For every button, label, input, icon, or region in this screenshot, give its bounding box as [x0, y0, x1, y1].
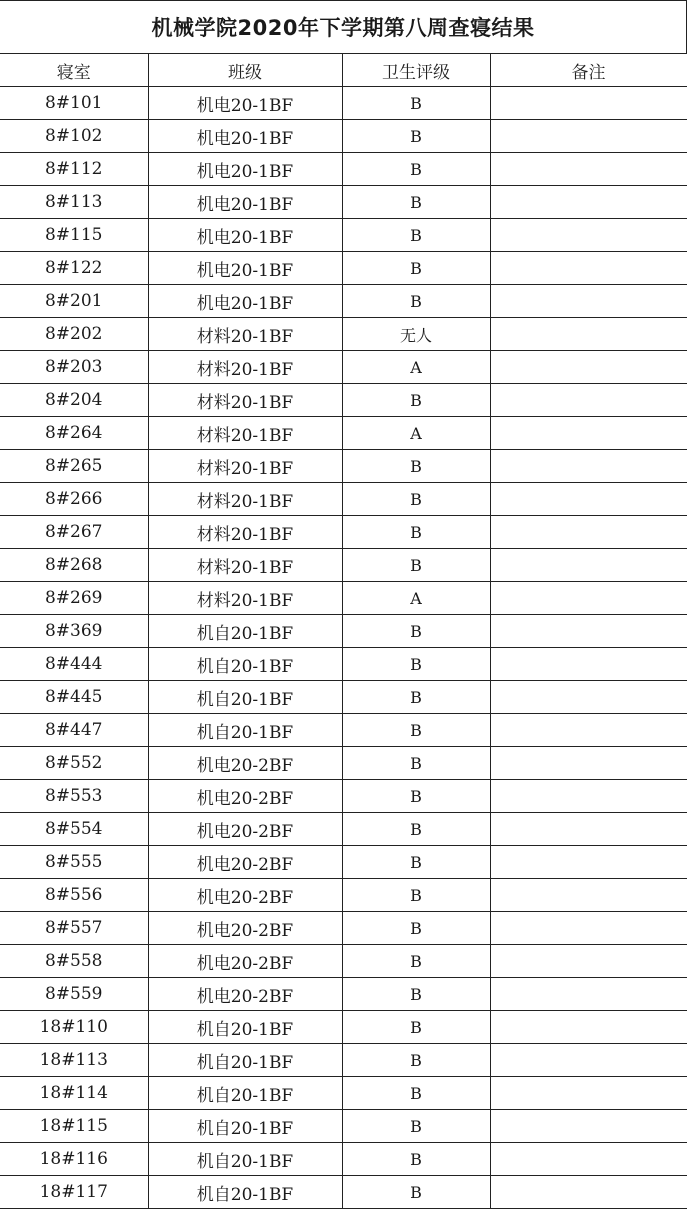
room-cell: 8#444 — [0, 648, 148, 681]
table-row — [0, 978, 687, 1011]
class-cell: 机电20-2BF — [148, 945, 342, 978]
remarks-cell — [490, 1110, 687, 1143]
class-cell: 机自20-1BF — [148, 1044, 342, 1077]
grade-cell: B — [342, 945, 490, 978]
grade-cell: B — [342, 384, 490, 417]
table-row — [0, 153, 687, 186]
remarks-cell — [490, 978, 687, 1011]
remarks-cell — [490, 87, 687, 120]
class-cell: 机自20-1BF — [148, 1143, 342, 1176]
room-cell: 8#101 — [0, 87, 148, 120]
grade-cell: B — [342, 120, 490, 153]
class-cell: 机自20-1BF — [148, 681, 342, 714]
table-row — [0, 681, 687, 714]
remarks-cell — [490, 153, 687, 186]
room-cell: 8#445 — [0, 681, 148, 714]
grade-cell: B — [342, 615, 490, 648]
remarks-cell — [490, 186, 687, 219]
class-cell: 机电20-1BF — [148, 153, 342, 186]
grade-cell: B — [342, 483, 490, 516]
remarks-cell — [490, 945, 687, 978]
table-row — [0, 252, 687, 285]
room-cell: 8#202 — [0, 318, 148, 351]
table-row — [0, 648, 687, 681]
grade-cell: A — [342, 351, 490, 384]
room-cell: 8#115 — [0, 219, 148, 252]
remarks-cell — [490, 912, 687, 945]
room-cell: 18#114 — [0, 1077, 148, 1110]
table-row — [0, 780, 687, 813]
remarks-cell — [490, 549, 687, 582]
grade-cell: A — [342, 582, 490, 615]
remarks-cell — [490, 318, 687, 351]
table-row — [0, 384, 687, 417]
class-cell: 机电20-1BF — [148, 186, 342, 219]
remarks-cell — [490, 846, 687, 879]
class-cell: 机电20-2BF — [148, 747, 342, 780]
room-cell: 18#116 — [0, 1143, 148, 1176]
remarks-cell — [490, 1011, 687, 1044]
room-cell: 8#447 — [0, 714, 148, 747]
room-cell: 8#369 — [0, 615, 148, 648]
column-header-class: 班级 — [148, 54, 342, 87]
remarks-cell — [490, 1077, 687, 1110]
table-row — [0, 87, 687, 120]
grade-cell: B — [342, 714, 490, 747]
remarks-cell — [490, 384, 687, 417]
remarks-cell — [490, 219, 687, 252]
table-row — [0, 582, 687, 615]
room-cell: 8#201 — [0, 285, 148, 318]
remarks-cell — [490, 681, 687, 714]
room-cell: 8#553 — [0, 780, 148, 813]
class-cell: 机电20-1BF — [148, 252, 342, 285]
class-cell: 机电20-2BF — [148, 912, 342, 945]
class-cell: 材料20-1BF — [148, 483, 342, 516]
class-cell: 机自20-1BF — [148, 1077, 342, 1110]
class-cell: 材料20-1BF — [148, 450, 342, 483]
room-cell: 8#556 — [0, 879, 148, 912]
grade-cell: B — [342, 813, 490, 846]
room-cell: 8#557 — [0, 912, 148, 945]
grade-cell: B — [342, 780, 490, 813]
remarks-cell — [490, 483, 687, 516]
table-row — [0, 483, 687, 516]
room-cell: 8#264 — [0, 417, 148, 450]
class-cell: 机自20-1BF — [148, 1176, 342, 1209]
class-cell: 机电20-2BF — [148, 978, 342, 1011]
class-cell: 机自20-1BF — [148, 714, 342, 747]
class-cell: 机自20-1BF — [148, 1110, 342, 1143]
grade-cell: A — [342, 417, 490, 450]
grade-cell: B — [342, 1110, 490, 1143]
remarks-cell — [490, 450, 687, 483]
table-row — [0, 1143, 687, 1176]
remarks-cell — [490, 780, 687, 813]
remarks-cell — [490, 813, 687, 846]
room-cell: 8#266 — [0, 483, 148, 516]
table-row — [0, 747, 687, 780]
grade-cell: B — [342, 879, 490, 912]
grade-cell: B — [342, 516, 490, 549]
class-cell: 机自20-1BF — [148, 615, 342, 648]
class-cell: 机自20-1BF — [148, 1011, 342, 1044]
class-cell: 机电20-1BF — [148, 87, 342, 120]
remarks-cell — [490, 516, 687, 549]
table-row — [0, 516, 687, 549]
grade-cell: B — [342, 912, 490, 945]
column-header-remarks: 备注 — [490, 54, 687, 87]
grade-cell: B — [342, 153, 490, 186]
table-row — [0, 846, 687, 879]
grade-cell: B — [342, 978, 490, 1011]
room-cell: 8#203 — [0, 351, 148, 384]
sheet-title: 机械学院2020年下学期第八周查寝结果 — [0, 0, 687, 54]
table-row — [0, 1044, 687, 1077]
grade-cell: B — [342, 549, 490, 582]
inspection-table — [0, 54, 687, 1209]
grade-cell: B — [342, 285, 490, 318]
room-cell: 8#552 — [0, 747, 148, 780]
column-header-hygiene-grade: 卫生评级 — [342, 54, 490, 87]
remarks-cell — [490, 417, 687, 450]
grade-cell: 无人 — [342, 318, 490, 351]
table-row — [0, 945, 687, 978]
room-cell: 8#555 — [0, 846, 148, 879]
grade-cell: B — [342, 252, 490, 285]
table-row — [0, 285, 687, 318]
room-cell: 18#117 — [0, 1176, 148, 1209]
remarks-cell — [490, 1044, 687, 1077]
room-cell: 18#110 — [0, 1011, 148, 1044]
grade-cell: B — [342, 219, 490, 252]
room-cell: 8#269 — [0, 582, 148, 615]
grade-cell: B — [342, 1044, 490, 1077]
grade-cell: B — [342, 1143, 490, 1176]
class-cell: 机电20-2BF — [148, 813, 342, 846]
grade-cell: B — [342, 87, 490, 120]
table-row — [0, 714, 687, 747]
remarks-cell — [490, 1176, 687, 1209]
class-cell: 机电20-2BF — [148, 846, 342, 879]
remarks-cell — [490, 351, 687, 384]
class-cell: 材料20-1BF — [148, 384, 342, 417]
room-cell: 8#122 — [0, 252, 148, 285]
class-cell: 机电20-1BF — [148, 285, 342, 318]
remarks-cell — [490, 120, 687, 153]
remarks-cell — [490, 879, 687, 912]
remarks-cell — [490, 252, 687, 285]
room-cell: 8#102 — [0, 120, 148, 153]
grade-cell: B — [342, 186, 490, 219]
grade-cell: B — [342, 648, 490, 681]
room-cell: 8#268 — [0, 549, 148, 582]
class-cell: 材料20-1BF — [148, 318, 342, 351]
header-row — [0, 54, 687, 87]
table-row — [0, 186, 687, 219]
remarks-cell — [490, 648, 687, 681]
remarks-cell — [490, 1143, 687, 1176]
class-cell: 机自20-1BF — [148, 648, 342, 681]
room-cell: 8#267 — [0, 516, 148, 549]
table-row — [0, 813, 687, 846]
table-row — [0, 1110, 687, 1143]
table-row — [0, 1077, 687, 1110]
room-cell: 8#558 — [0, 945, 148, 978]
class-cell: 材料20-1BF — [148, 417, 342, 450]
class-cell: 机电20-1BF — [148, 219, 342, 252]
grade-cell: B — [342, 1011, 490, 1044]
table-row — [0, 318, 687, 351]
table-row — [0, 351, 687, 384]
column-header-room: 寝室 — [0, 54, 148, 87]
room-cell: 8#265 — [0, 450, 148, 483]
grade-cell: B — [342, 450, 490, 483]
class-cell: 机电20-2BF — [148, 780, 342, 813]
room-cell: 8#113 — [0, 186, 148, 219]
grade-cell: B — [342, 846, 490, 879]
class-cell: 材料20-1BF — [148, 549, 342, 582]
room-cell: 8#204 — [0, 384, 148, 417]
room-cell: 8#559 — [0, 978, 148, 1011]
table-row — [0, 1011, 687, 1044]
class-cell: 材料20-1BF — [148, 582, 342, 615]
grade-cell: B — [342, 747, 490, 780]
remarks-cell — [490, 615, 687, 648]
table-row — [0, 912, 687, 945]
class-cell: 机电20-1BF — [148, 120, 342, 153]
room-cell: 18#115 — [0, 1110, 148, 1143]
room-cell: 8#554 — [0, 813, 148, 846]
remarks-cell — [490, 747, 687, 780]
room-cell: 18#113 — [0, 1044, 148, 1077]
class-cell: 机电20-2BF — [148, 879, 342, 912]
grade-cell: B — [342, 1176, 490, 1209]
class-cell: 材料20-1BF — [148, 516, 342, 549]
table-row — [0, 450, 687, 483]
table-row — [0, 1176, 687, 1209]
table-row — [0, 549, 687, 582]
table-body — [0, 87, 687, 1209]
table-row — [0, 417, 687, 450]
table-row — [0, 879, 687, 912]
table-row — [0, 120, 687, 153]
class-cell: 材料20-1BF — [148, 351, 342, 384]
grade-cell: B — [342, 1077, 490, 1110]
room-cell: 8#112 — [0, 153, 148, 186]
remarks-cell — [490, 582, 687, 615]
remarks-cell — [490, 285, 687, 318]
remarks-cell — [490, 714, 687, 747]
table-row — [0, 615, 687, 648]
table-row — [0, 219, 687, 252]
grade-cell: B — [342, 681, 490, 714]
